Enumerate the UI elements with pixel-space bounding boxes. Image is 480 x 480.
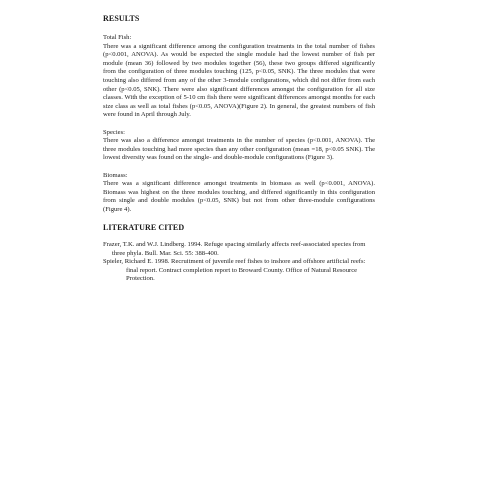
biomass-title: Biomass: [103, 171, 128, 179]
total-fish-paragraph: There was a significant difference among the configuration treatments in the total number of fishes (p<0.001, ANOVA). As would be expected the single module had the lowest number of fish per module (mean 36) followed by two modules together (56), these two groups differed significantly from the configuration of three modules touching (125, p<0.05, SNK). The three modules that were touching also differed from any of the other 3-module configurations, which did not differ from each other (p<0.05, SNK). There were also significant differences amongst the configuration for all size classes. With the exception of 5-10 cm fish there were significant differences amongst months for each size class as well as total fishes (p<0.05, ANOVA)(Figure 2). In general, the greatest numbers of fish were found in April through July. [103, 42, 375, 119]
species-title: Species: [103, 128, 125, 136]
species-paragraph: There was also a difference amongst treatments in the number of species (p<0.001, ANOVA). The three modules touching had more species than any other configuration (mean =18, p<0.05 SNK). The lowest diversity was found on the single- and double-module configurations (Figure 3). [103, 137, 375, 162]
biomass-paragraph: There was a significant difference amongst treatments in biomass as well (p<0.001, ANOVA). Biomass was highest on the three modules touching, and differed significantly in this configuration from single and double modules (p<0.05, SNK) but not from other three-module configurations (Figure 4). [103, 180, 375, 213]
total-fish-section [103, 34, 375, 120]
results-heading: RESULTS [103, 14, 140, 23]
document-page [103, 14, 375, 284]
total-fish-title: Total Fish: [103, 34, 132, 41]
reference-spieler: Spieler, Richard E. 1998. Recruitment of juvenile reef fishes to inshore and offshore artificial reefs: final report. Contract completion report to Broward County. Office of Natural Resource Protection. [103, 258, 366, 283]
biomass-section [103, 172, 375, 215]
literature-cited-heading: LITERATURE CITED [103, 223, 185, 233]
reference-frazer: Frazer, T.K. and W.J. Lindberg. 1994. Refuge spacing similarly affects reef-associated species from three phyla. Bull. Mar. Sci. 55: 388-400. [103, 241, 366, 257]
species-section [103, 129, 375, 163]
